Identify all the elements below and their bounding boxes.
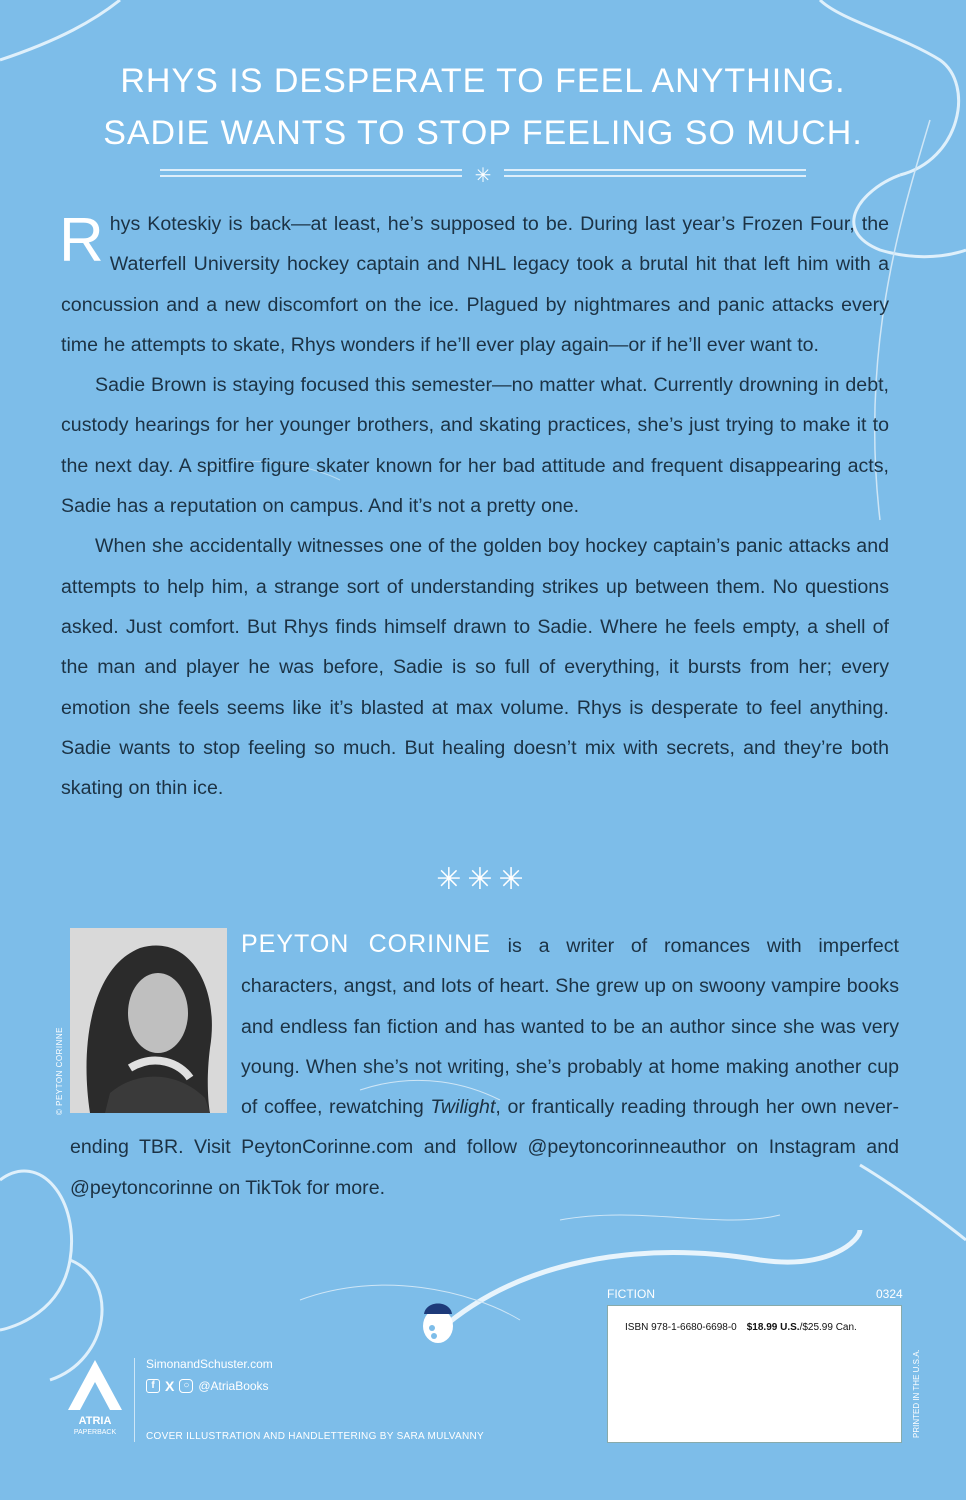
photo-spacer bbox=[70, 924, 241, 1124]
cover-credit: COVER ILLUSTRATION AND HANDLETTERING BY SARA MULVANNY bbox=[146, 1431, 485, 1442]
headline-rule-ornament bbox=[160, 164, 806, 184]
price-code: 0324 bbox=[876, 1287, 903, 1301]
social-handle: @AtriaBooks bbox=[198, 1379, 269, 1393]
blurb bbox=[61, 204, 889, 808]
bio-text-part-1: is a writer of romances with imperfect characters, angst, and lots of heart. She grew up on swoony vampire books and endless fan fiction and has wanted to be an author since she was very young. When she’s not writing, she’s probably at home making another cup of coffee, rewatching bbox=[241, 935, 899, 1119]
isbn-number: ISBN 978-1-6680-6698-0 bbox=[625, 1322, 737, 1333]
headline bbox=[0, 55, 966, 159]
instagram-icon: ○ bbox=[179, 1379, 193, 1393]
footer-divider bbox=[134, 1358, 135, 1442]
atria-logo bbox=[60, 1358, 130, 1438]
snowflake-icon: ✳ bbox=[474, 165, 492, 184]
printed-in-usa: PRINTED IN THE U.S.A. bbox=[912, 1349, 921, 1438]
photo-credit: © PEYTON CORINNE bbox=[55, 1027, 64, 1115]
blurb-paragraph-2: Sadie Brown is staying focused this semester—no matter what. Currently drowning in debt, custody hearings for her younger brothers, and skating practices, she’s just trying to make it to the next day. A spitfire figure skater known for her bad attitude and frequent disappearing acts, Sadie has a reputation on campus. And it’s not a pretty one. bbox=[61, 374, 889, 518]
blurb-paragraph-3: When she accidentally witnesses one of the golden boy hockey captain’s panic attacks and attempts to help him, a strange sort of understanding strikes up between them. No questions asked. Just comfort. But Rhys finds himself drawn to Sadie. Where he feels empty, a shell of the man and player he was before, Sadie is so full of everything, it bursts from her; every emotion she feels seems like it’s blasted at max volume. Rhys is desperate to feel anything. Sadie wants to stop feeling so much. But healing doesn’t mix with secrets, and they’re both skating on thin ice. bbox=[61, 535, 889, 800]
atria-format-text: PAPERBACK bbox=[73, 1429, 117, 1436]
isbn-line bbox=[625, 1322, 857, 1333]
blurb-paragraph-1 bbox=[61, 204, 889, 365]
headline-line-1: RHYS IS DESPERATE TO FEEL ANYTHING. bbox=[120, 62, 846, 100]
headline-line-2: SADIE WANTS TO STOP FEELING SO MUCH. bbox=[103, 114, 863, 152]
bio-text-part-2: , or frantically reading through her own never-ending TBR. Visit PeytonCorinne.com and follow @peytoncorinneauthor on Instagram and @peytoncorinne on TikTok for more. bbox=[70, 1096, 899, 1199]
section-break-stars: ✳✳✳ bbox=[436, 863, 530, 896]
author-name: PEYTON CORINNE bbox=[241, 930, 491, 958]
drop-cap: R bbox=[59, 206, 104, 275]
price-can: /$25.99 Can. bbox=[799, 1322, 857, 1333]
skater-illustration bbox=[412, 1292, 468, 1344]
blurb-paragraph-1-text: hys Koteskiy is back—at least, he’s supposed to be. During last year’s Frozen Four, the Waterfell University hockey captain and NHL legacy took a brutal hit that left him with a concussion and a new discomfort on the ice. Plagued by nightmares and panic attacks every time he attempts to skate, Rhys wonders if he’ll ever play again—or if he’ll ever want to. bbox=[61, 213, 889, 356]
social-links bbox=[146, 1378, 269, 1394]
price-us: $18.99 U.S. bbox=[746, 1322, 800, 1333]
category-label: FICTION bbox=[607, 1287, 655, 1301]
author-bio bbox=[70, 924, 899, 1208]
barcode-box bbox=[607, 1305, 902, 1443]
bio-italic-title: Twilight bbox=[430, 1096, 496, 1119]
x-icon: X bbox=[165, 1378, 175, 1394]
facebook-icon: f bbox=[146, 1379, 160, 1393]
atria-imprint-text: ATRIA bbox=[78, 1415, 112, 1427]
publisher-website: SimonandSchuster.com bbox=[146, 1357, 273, 1371]
